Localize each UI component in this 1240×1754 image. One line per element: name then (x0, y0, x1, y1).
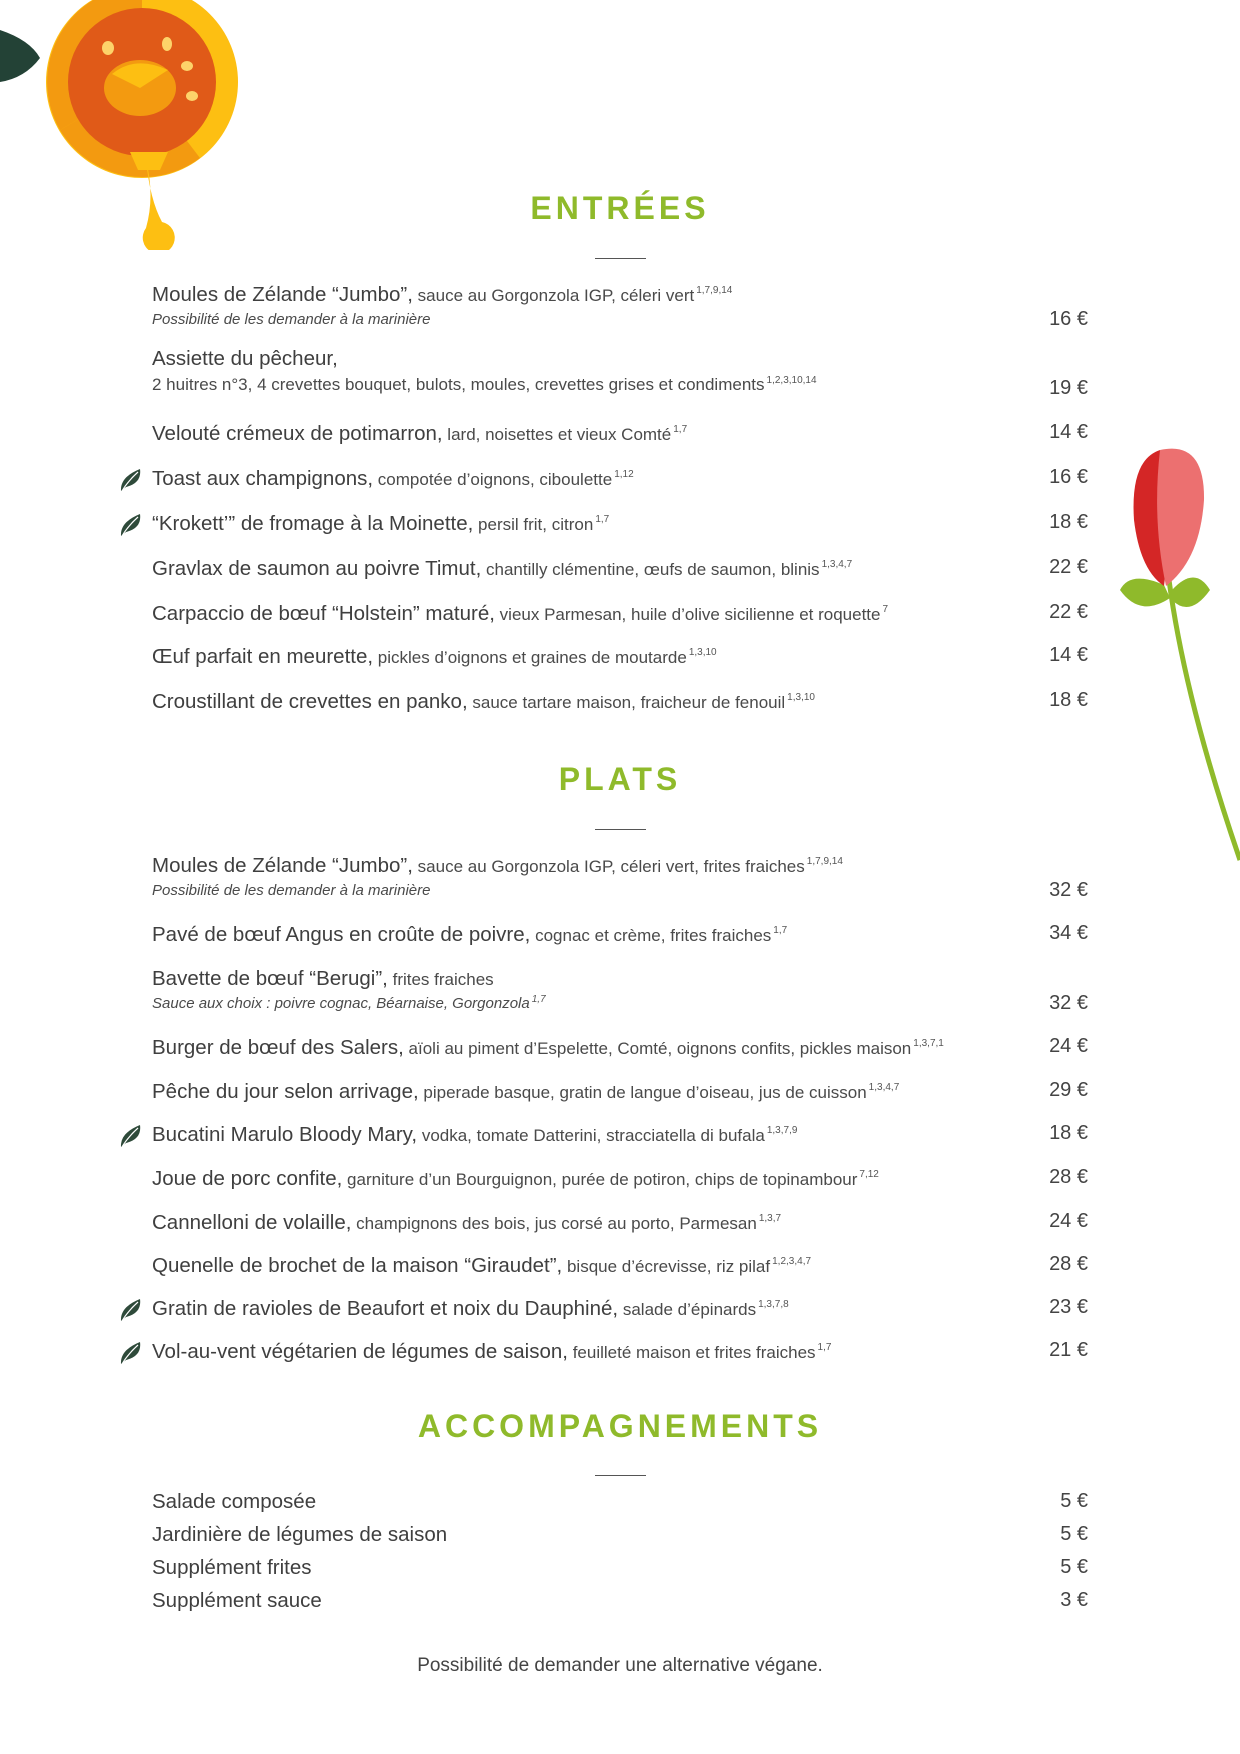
side-item: Supplément frites (152, 1556, 312, 1579)
item-price: 28 € (1049, 1166, 1088, 1188)
section-title-entrees: ENTRÉES (530, 190, 710, 226)
menu-item (152, 644, 1088, 671)
divider-plats (595, 829, 646, 830)
side-price: 5 € (1060, 1556, 1088, 1578)
item-name: Assiette du pêcheur, (152, 347, 338, 370)
side-price: 5 € (1060, 1523, 1088, 1545)
item-price: 24 € (1049, 1210, 1088, 1232)
menu-item (152, 466, 1088, 493)
item-desc: sauce au Gorgonzola IGP, céleri vert (412, 286, 695, 305)
allergens: 1,3,7,1 (913, 1038, 944, 1050)
menu-item (152, 853, 1088, 902)
menu-item (152, 1166, 1088, 1193)
menu-item (152, 556, 1088, 583)
vegetarian-leaf-icon (118, 512, 144, 538)
item-name: Œuf parfait en meurette, (152, 645, 374, 668)
item-price: 14 € (1049, 644, 1088, 666)
vegetarian-leaf-icon (118, 467, 144, 493)
item-price: 28 € (1049, 1253, 1088, 1275)
menu-item (152, 511, 1088, 538)
item-price: 18 € (1049, 689, 1088, 711)
menu-item (152, 601, 1088, 628)
allergens: 1,7 (673, 424, 688, 436)
item-name: Croustillant de crevettes en panko, (152, 690, 468, 713)
allergens: 1,3,7,8 (758, 1299, 789, 1311)
item-name: Pêche du jour selon arrivage, (152, 1080, 419, 1103)
item-name: Velouté crémeux de potimarron, (152, 422, 443, 445)
item-desc: sauce au Gorgonzola IGP, céleri vert, frites fraiches (412, 857, 805, 876)
menu-item (152, 1079, 1088, 1106)
item-note: Possibilité de les demander à la marinière (152, 311, 431, 328)
item-price: 24 € (1049, 1035, 1088, 1057)
item-desc: persil frit, citron (473, 515, 594, 534)
item-name: Moules de Zélande “Jumbo”, (152, 854, 413, 877)
item-name: Gratin de ravioles de Beaufort et noix du Dauphiné, (152, 1297, 619, 1320)
allergens: 1,2,3,4,7 (772, 1256, 812, 1268)
item-name: “Krokett’” de fromage à la Moinette, (152, 512, 474, 535)
allergens: 1,3,4,7 (868, 1082, 900, 1094)
side-item: Jardinière de légumes de saison (152, 1523, 448, 1546)
item-name: Bavette de bœuf “Berugi”, (152, 967, 388, 990)
menu-item (152, 282, 1088, 331)
menu-item (152, 1035, 1088, 1062)
allergens: 1,2,3,10,14 (766, 375, 817, 387)
footer-note: Possibilité de demander une alternative végane. (417, 1655, 823, 1676)
item-name: Pavé de bœuf Angus en croûte de poivre, (152, 923, 531, 946)
item-desc: 2 huitres n°3, 4 crevettes bouquet, bulots, moules, crevettes grises et condiments (152, 375, 765, 394)
item-desc: piperade basque, gratin de langue d’oiseau, jus de cuisson (418, 1083, 867, 1102)
item-name: Bucatini Marulo Bloody Mary, (152, 1123, 418, 1146)
item-price: 19 € (1049, 377, 1088, 399)
item-note: Sauce aux choix : poivre cognac, Béarnaise, Gorgonzola (152, 995, 530, 1012)
allergens: 1,3,7 (758, 1213, 782, 1225)
section-title-accompagnements: ACCOMPAGNEMENTS (417, 1408, 823, 1444)
item-desc: bisque d’écrevisse, riz pilaf (562, 1257, 771, 1276)
item-desc: vodka, tomate Datterini, stracciatella di bufala (417, 1126, 765, 1145)
side-price: 3 € (1060, 1589, 1088, 1611)
item-desc: sauce tartare maison, fraicheur de fenouil (467, 693, 786, 712)
menu-item (152, 1253, 1088, 1280)
item-desc: vieux Parmesan, huile d’olive sicilienne et roquette (494, 605, 881, 624)
vegetarian-leaf-icon (118, 1297, 144, 1323)
item-desc: frites fraiches (387, 970, 494, 989)
allergens: 1,7 (817, 1342, 832, 1354)
item-desc: lard, noisettes et vieux Comté (442, 425, 672, 444)
section-title-plats: PLATS (558, 761, 682, 797)
menu-item (152, 1296, 1088, 1323)
item-price: 18 € (1049, 511, 1088, 533)
item-desc: chantilly clémentine, œufs de saumon, blinis (481, 560, 820, 579)
item-desc: pickles d’oignons et graines de moutarde (373, 648, 687, 667)
item-price: 32 € (1049, 992, 1088, 1014)
item-name: Cannelloni de volaille, (152, 1211, 352, 1234)
item-desc: garniture d’un Bourguignon, purée de potiron, chips de topinambour (342, 1170, 858, 1189)
item-price: 21 € (1049, 1339, 1088, 1361)
item-note: Possibilité de les demander à la marinière (152, 882, 431, 899)
allergens: 1,3,10 (688, 647, 717, 659)
item-price: 32 € (1049, 879, 1088, 901)
vegetarian-leaf-icon (118, 1340, 144, 1366)
item-name: Moules de Zélande “Jumbo”, (152, 283, 413, 306)
allergens: 1,7 (773, 925, 788, 937)
item-name: Carpaccio de bœuf “Holstein” maturé, (152, 602, 495, 625)
menu-item (152, 346, 1088, 398)
tulip-illustration (1100, 440, 1240, 880)
divider-accompagnements (595, 1475, 646, 1476)
item-price: 29 € (1049, 1079, 1088, 1101)
item-name: Gravlax de saumon au poivre Timut, (152, 557, 482, 580)
menu-item (152, 966, 1088, 1015)
vegetarian-leaf-icon (118, 1123, 144, 1149)
item-desc: salade d’épinards (618, 1300, 757, 1319)
item-desc: feuilleté maison et frites fraiches (567, 1343, 816, 1362)
menu-item (152, 1210, 1088, 1237)
item-name: Toast aux champignons, (152, 467, 374, 490)
item-desc: compotée d’oignons, ciboulette (373, 470, 613, 489)
item-price: 16 € (1049, 308, 1088, 330)
item-name: Quenelle de brochet de la maison “Giraudet”, (152, 1254, 563, 1277)
item-desc: aïoli au piment d’Espelette, Comté, oignons confits, pickles maison (403, 1039, 912, 1058)
allergens: 1,3,4,7 (821, 559, 853, 571)
allergens: 1,3,10 (787, 692, 815, 704)
item-price: 34 € (1049, 922, 1088, 944)
item-price: 14 € (1049, 421, 1088, 443)
item-desc: champignons des bois, jus corsé au porto, Parmesan (351, 1214, 757, 1233)
allergens: 1,7,9,14 (806, 856, 843, 868)
item-price: 22 € (1049, 601, 1088, 623)
menu-item (152, 421, 1088, 448)
allergens: 1,7 (531, 994, 546, 1005)
item-price: 16 € (1049, 466, 1088, 488)
item-price: 23 € (1049, 1296, 1088, 1318)
item-name: Burger de bœuf des Salers, (152, 1036, 404, 1059)
side-item: Salade composée (152, 1490, 317, 1513)
allergens: 1,3,7,9 (766, 1125, 798, 1137)
menu-item (152, 1122, 1088, 1149)
item-price: 18 € (1049, 1122, 1088, 1144)
item-name: Vol-au-vent végétarien de légumes de saison, (152, 1340, 568, 1363)
item-price: 22 € (1049, 556, 1088, 578)
allergens: 1,7 (595, 514, 610, 526)
menu-item (152, 1339, 1088, 1366)
item-name: Joue de porc confite, (152, 1167, 343, 1190)
allergens: 7 (882, 604, 889, 616)
allergens: 1,12 (614, 469, 634, 481)
menu-item (152, 922, 1088, 949)
side-price: 5 € (1060, 1490, 1088, 1512)
divider-entrees (595, 258, 646, 259)
allergens: 7,12 (859, 1169, 879, 1181)
side-item: Supplément sauce (152, 1589, 322, 1612)
allergens: 1,7,9,14 (696, 285, 733, 297)
item-desc: cognac et crème, frites fraiches (530, 926, 772, 945)
menu-item (152, 689, 1088, 716)
